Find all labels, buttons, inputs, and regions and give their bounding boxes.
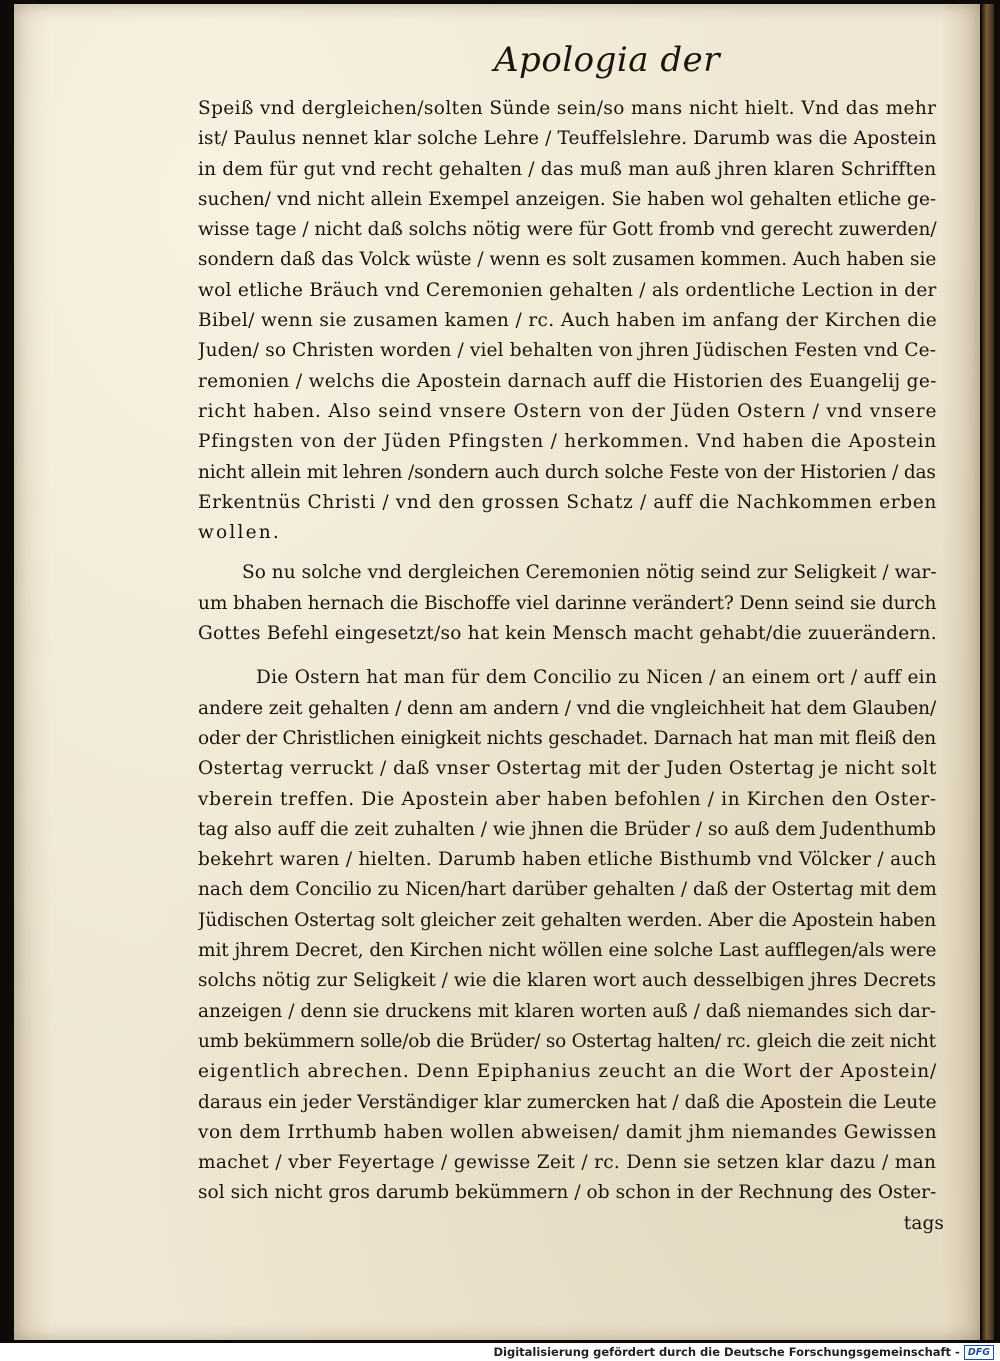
text-line: Erkentnüs Christi / vnd den grossen Schatz / auff die Nachkommen erben <box>198 491 937 513</box>
text-line: wisse tage / nicht daß solchs nötig were für Gott fromb vnd gerecht zuwerden/ <box>198 219 937 241</box>
text-line: von dem Irrthumb haben wollen abweisen/ damit jhm niemandes Gewissen <box>198 1121 938 1143</box>
text-line: richt haben. Also seind vnsere Ostern von der Jüden Ostern / vnd vnsere <box>198 400 938 422</box>
text-line: bekehrt waren / hielten. Darumb haben etliche Bisthumb vnd Völcker / auch <box>198 849 937 871</box>
catchword: tags <box>903 1212 944 1234</box>
running-head: Apologia der <box>494 40 720 80</box>
footer-credit-text: Digitalisierung gefördert durch die Deutsche Forschungsgemeinschaft - <box>493 1345 960 1359</box>
text-line: Pfingsten von der Jüden Pfingsten / herkommen. Vnd haben die Apostein <box>198 431 937 453</box>
text-line: vberein treffen. Die Apostein aber haben befohlen / in Kirchen den Oster- <box>198 788 937 810</box>
text-line: in dem für gut vnd recht gehalten / das muß man auß jhren klaren Schrifften <box>198 158 937 180</box>
text-line: machet / vber Feyertage / gewisse Zeit / rc. Denn sie setzen klar dazu / man <box>198 1152 937 1174</box>
text-line: andere zeit gehalten / denn am andern / vnd die vngleichheit hat dem Glauben/ <box>198 697 937 719</box>
text-line: wol etliche Bräuch vnd Ceremonien gehalten / als ordentliche Lection in der <box>198 279 937 301</box>
text-line: sol sich nicht gros darumb bekümmern / ob schon in der Rechnung des Oster- <box>198 1182 937 1204</box>
text-line: tag also auff die zeit zuhalten / wie jhnen die Brüder / so auß dem Judenthumb <box>198 818 936 840</box>
text-line: daraus ein jeder Verständiger klar zumercken hat / daß die Apostein die Leute <box>198 1091 937 1113</box>
body-text <box>198 94 944 1239</box>
text-line: remonien / welchs die Apostein darnach auff die Historien des Euangelij ge- <box>198 370 937 392</box>
text-line: Juden/ so Christen worden / viel behalten von jhren Jüdischen Festen vnd Ce- <box>198 340 937 362</box>
dfg-logo: DFG <box>964 1345 994 1360</box>
text-line: nach dem Concilio zu Nicen/hart darüber gehalten / daß der Ostertag mit dem <box>198 879 937 901</box>
text-line: wollen. <box>198 522 281 544</box>
book-page <box>14 4 980 1340</box>
paragraph-1 <box>198 94 944 548</box>
text-line: mit jhrem Decret, den Kirchen nicht wöllen eine solche Last aufflegen/als were <box>198 940 937 962</box>
text-line: suchen/ vnd nicht allein Exempel anzeigen. Sie haben wol gehalten etliche ge- <box>198 188 937 210</box>
text-line: Jüdischen Ostertag solt gleicher zeit gehalten werden. Aber die Apostein haben <box>198 909 937 931</box>
text-line: um bhaben hernach die Bischoffe viel darinne verändert? Denn seind sie durch <box>198 592 937 614</box>
text-line: Ostertag verruckt / daß vnser Ostertag mit der Juden Ostertag je nicht solt <box>198 758 937 780</box>
text-line: Bibel/ wenn sie zusamen kamen / rc. Auch haben im anfang der Kirchen die <box>198 310 938 332</box>
text-line: So nu solche vnd dergleichen Ceremonien nötig seind zur Seligkeit / war- <box>242 562 937 584</box>
text-line: anzeigen / denn sie druckens mit klaren worten auß / daß niemandes sich dar- <box>198 1000 937 1022</box>
text-line: Speiß vnd dergleichen/solten Sünde sein/so mans nicht hielt. Vnd das mehr <box>198 98 937 119</box>
paragraph-2 <box>198 558 944 649</box>
text-line: ist/ Paulus nennet klar solche Lehre / Teuffelslehre. Darumb was die Apostein <box>198 128 937 150</box>
page-edge <box>982 4 994 1340</box>
text-line: sondern daß das Volck wüste / wenn es solt zusamen kommen. Auch haben sie <box>198 249 937 271</box>
text-line: eigentlich abrechen. Denn Epiphanius zeucht an die Wort der Apostein/ <box>198 1061 938 1083</box>
text-line: Gottes Befehl eingesetzt/so hat kein Mensch macht gehabt/die zuuerändern. <box>198 623 937 645</box>
text-line: nicht allein mit lehren /sondern auch durch solche Feste von der Historien / das <box>198 461 936 483</box>
text-line: Die Ostern hat man für dem Concilio zu Nicen / an einem ort / auff ein <box>256 667 938 689</box>
text-line: oder der Christlichen einigkeit nichts geschadet. Darnach hat man mit fleiß den <box>198 727 936 749</box>
footer-credit <box>493 1344 994 1360</box>
paragraph-3 <box>198 663 944 1239</box>
text-line: umb bekümmern solle/ob die Brüder/ so Ostertag halten/ rc. gleich die zeit nicht <box>198 1030 936 1052</box>
text-line: solchs nötig zur Seligkeit / wie die klaren wort auch desselbigen jhres Decrets <box>198 970 937 992</box>
